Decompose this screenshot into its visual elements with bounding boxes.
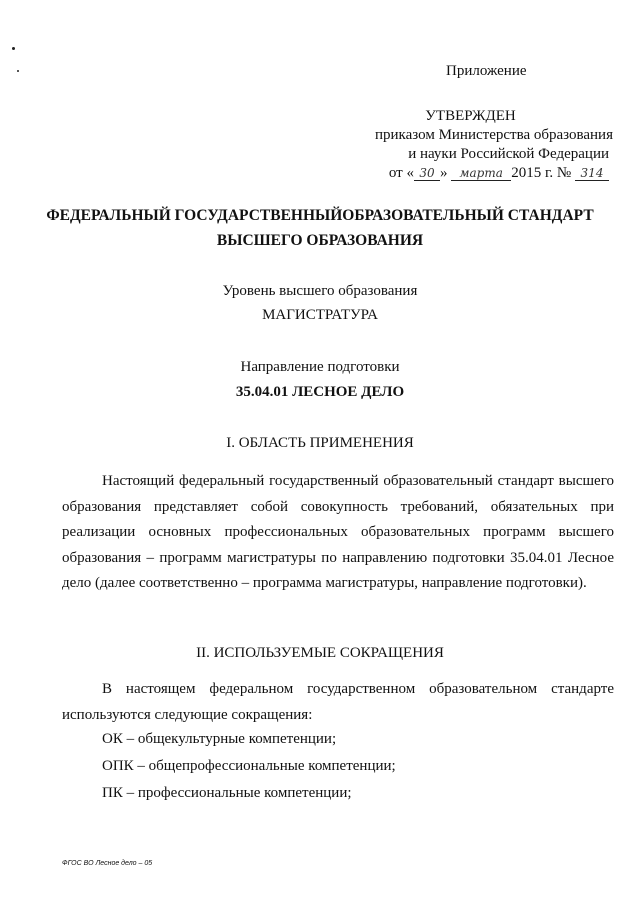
approval-block [358,107,613,183]
section-1-paragraph: Настоящий федеральный государственный образовательный стандарт высшего образования представляет собой совокупность требований, обязательных при реализации основных профессиональных образовательных программ высшего образования – программ магистратуры по направлению подготовки 35.04.01 Лесное дело (далее соответственно – программа магистратуры, направление подготовки). [62,473,614,592]
date-month: марта [451,166,511,181]
document-title [0,203,640,253]
scan-speck [17,70,19,72]
order-line-2: и науки Российской Федерации [408,146,609,162]
date-year: 2015 г. № [511,165,572,181]
direction-value: 35.04.01 ЛЕСНОЕ ДЕЛО [235,384,405,400]
order-number: 314 [575,166,609,181]
page-footer: ФГОС ВО Лесное дело – 05 [62,860,153,867]
date-prefix: от « [388,165,414,181]
education-level-label: Уровень высшего образования [222,283,418,299]
section-1-heading: I. ОБЛАСТЬ ПРИМЕНЕНИЯ [226,435,414,451]
scan-speck [12,47,15,50]
abbreviation-item: ОПК – общепрофессиональные компетенции; [102,758,396,774]
abbreviation-item: ПК – профессиональные компетенции; [102,785,352,801]
education-level-value: МАГИСТРАТУРА [262,307,378,323]
approved-label: УТВЕРЖДЕН [425,108,516,124]
order-line-1: приказом Министерства образования [375,127,613,143]
direction-label: Направление подготовки [240,359,400,375]
date-day: 30 [414,166,440,181]
title-line-2: ВЫСШЕГО ОБРАЗОВАНИЯ [216,232,424,249]
appendix-label: Приложение [446,63,527,79]
order-date-line [358,164,613,183]
date-mid: » [439,165,448,181]
abbreviation-item: ОК – общекультурные компетенции; [102,731,337,747]
title-line-1: ФЕДЕРАЛЬНЫЙ ГОСУДАРСТВЕННЫЙОБРАЗОВАТЕЛЬНЫЙ СТАНДАРТ [46,207,594,224]
section-2-heading: II. ИСПОЛЬЗУЕМЫЕ СОКРАЩЕНИЯ [196,645,444,661]
section-2-intro: В настоящем федеральном государственном образовательном стандарте используются следующие сокращения: [62,681,614,723]
